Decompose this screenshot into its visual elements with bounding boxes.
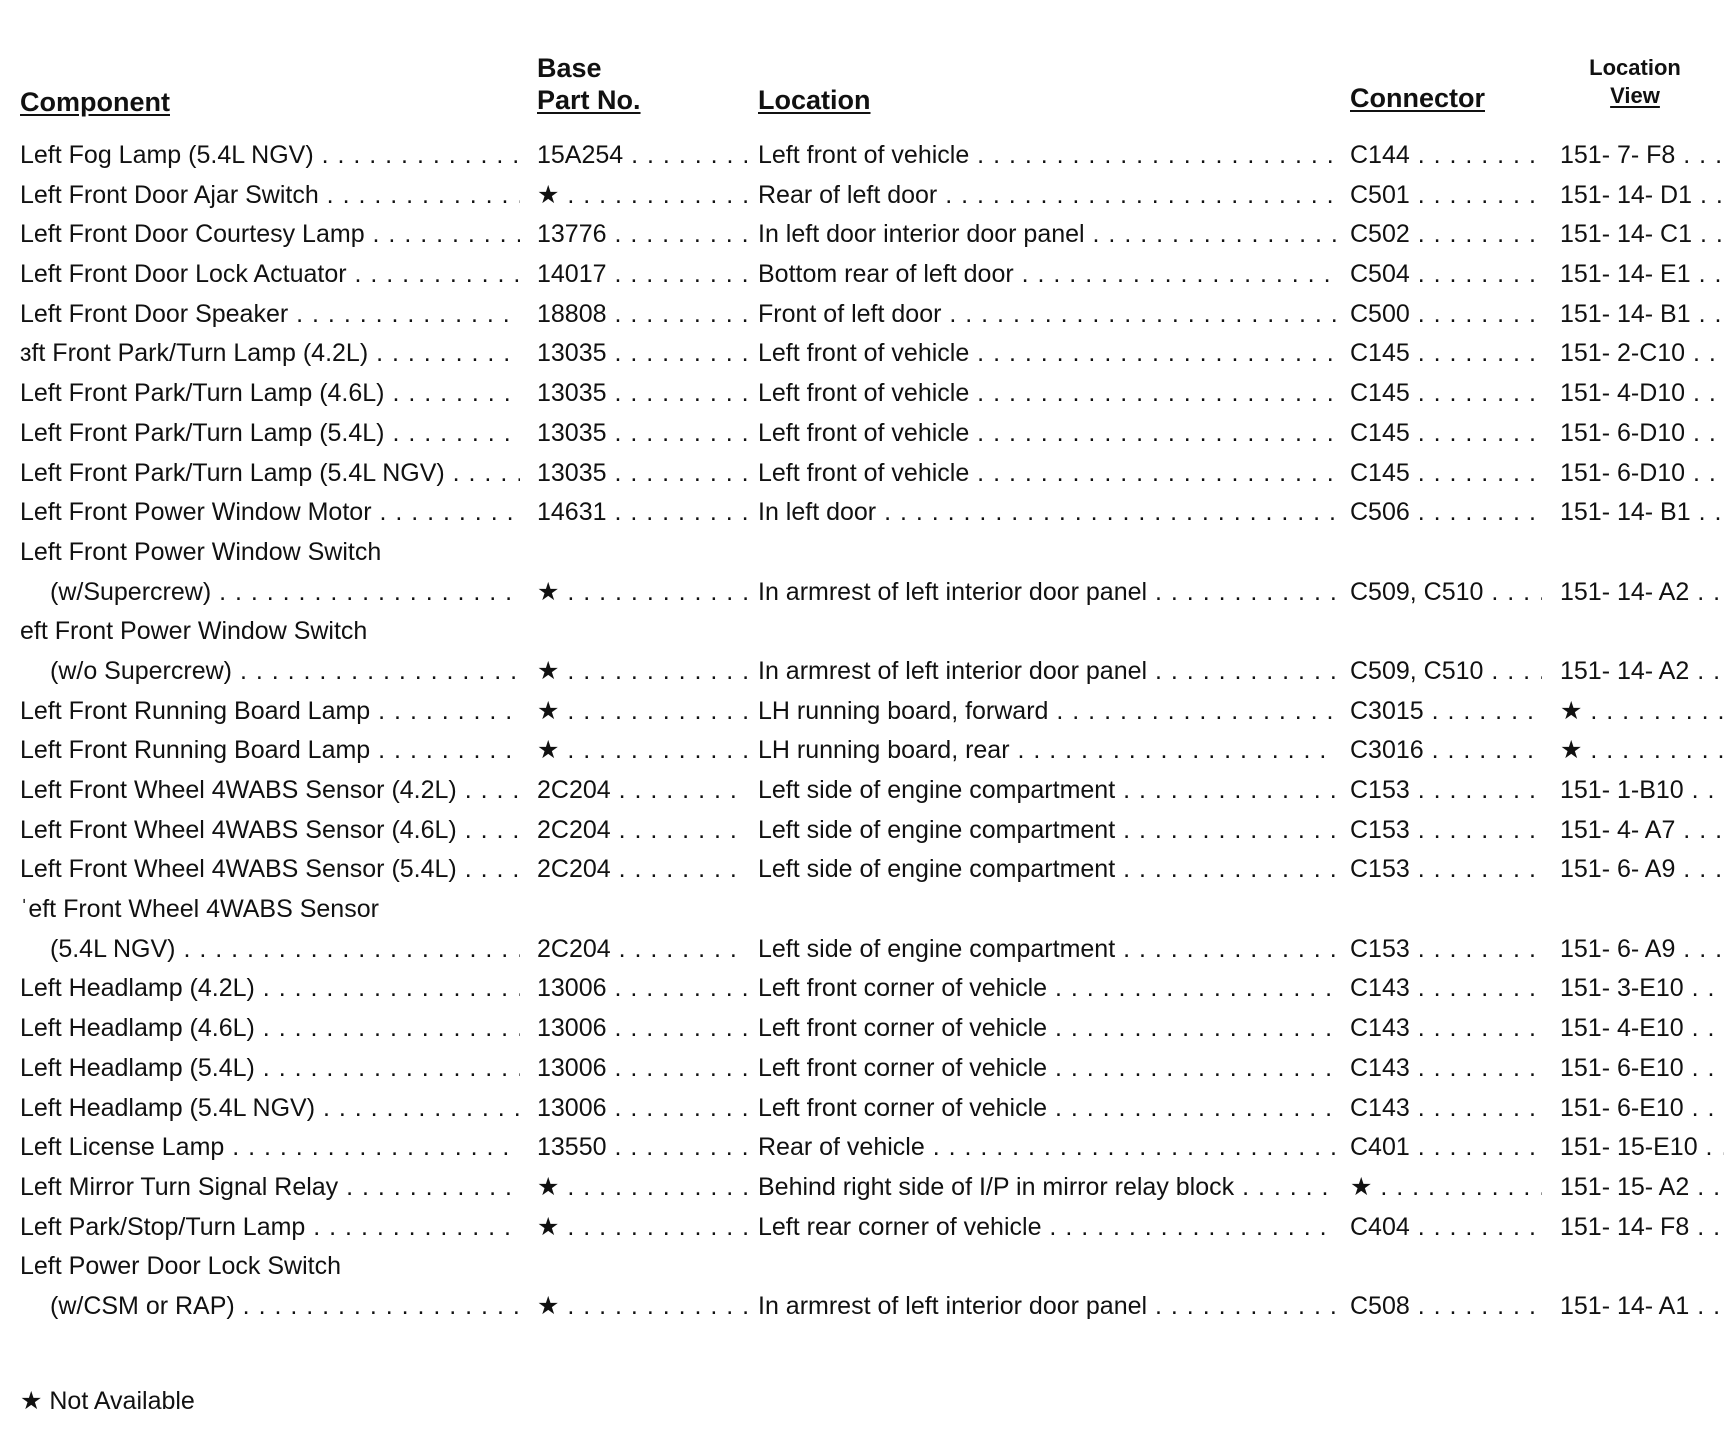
cell-connector: C153 . . . bbox=[1350, 811, 1542, 851]
cell-component: Left Power Door Lock Switch bbox=[20, 1252, 341, 1281]
cell-location-view: 151- 14- C1 . . . bbox=[1560, 215, 1724, 255]
cell-part-no: 15A254 . . . bbox=[537, 136, 747, 176]
table-row bbox=[0, 612, 1724, 652]
cell-part-no: 13035 . . . bbox=[537, 334, 747, 374]
cell-location-view: 151- 6- A9 . . . bbox=[1560, 930, 1724, 970]
cell-location-view: 151- 15- A2 . . . bbox=[1560, 1168, 1724, 1208]
cell-location-view: 151- 4- A7 . . . bbox=[1560, 811, 1724, 851]
cell-location: Left front of vehicle . . . bbox=[758, 136, 1336, 176]
cell-location-view: 151- 6-D10 . . . bbox=[1560, 454, 1724, 494]
table-row bbox=[0, 136, 1724, 176]
cell-component: (5.4L NGV) . . . bbox=[50, 930, 520, 970]
cell-location-view: 151- 6-E10 . . . bbox=[1560, 1089, 1724, 1129]
header-part-line2: Part No. bbox=[537, 85, 641, 115]
table-row bbox=[0, 493, 1724, 533]
cell-connector: C145 . . . bbox=[1350, 374, 1542, 414]
cell-location-view: ★ . . . bbox=[1560, 692, 1724, 732]
table-row bbox=[0, 731, 1724, 771]
cell-part-no: 14017 . . . bbox=[537, 255, 747, 295]
table-row bbox=[0, 850, 1724, 890]
header-connector: Connector bbox=[1350, 83, 1485, 113]
cell-part-no: ★ . . . bbox=[537, 1287, 747, 1327]
table-row bbox=[0, 1009, 1724, 1049]
cell-location: Left side of engine compartment . . . bbox=[758, 850, 1336, 890]
cell-location: Left front corner of vehicle . . . bbox=[758, 1009, 1336, 1049]
cell-location-view: 151- 14- A2 . . . bbox=[1560, 573, 1724, 613]
table-row bbox=[0, 930, 1724, 970]
cell-component: Left Fog Lamp (5.4L NGV) . . . bbox=[20, 136, 520, 176]
table-row bbox=[0, 1168, 1724, 1208]
cell-location: Front of left door . . . bbox=[758, 295, 1336, 335]
cell-location-view: 151- 7- F8 . . . bbox=[1560, 136, 1724, 176]
cell-part-no: 13006 . . . bbox=[537, 1049, 747, 1089]
cell-location: Left front corner of vehicle . . . bbox=[758, 1089, 1336, 1129]
cell-location: Rear of left door . . . bbox=[758, 176, 1336, 216]
cell-location: Left front of vehicle . . . bbox=[758, 334, 1336, 374]
cell-part-no: 13006 . . . bbox=[537, 1009, 747, 1049]
cell-part-no: ★ . . . bbox=[537, 573, 747, 613]
table-row bbox=[0, 811, 1724, 851]
table-row bbox=[0, 334, 1724, 374]
cell-connector: C404 . . . bbox=[1350, 1208, 1542, 1248]
cell-connector: C153 . . . bbox=[1350, 771, 1542, 811]
cell-location-view: 151- 15-E10 . . . bbox=[1560, 1128, 1724, 1168]
cell-connector: C506 . . . bbox=[1350, 493, 1542, 533]
cell-part-no: 2C204 . . . bbox=[537, 930, 747, 970]
cell-component: Left Front Running Board Lamp . . . bbox=[20, 731, 520, 771]
cell-location-view: 151- 4-E10 . . . bbox=[1560, 1009, 1724, 1049]
cell-connector: C3016 . . . bbox=[1350, 731, 1542, 771]
table-row bbox=[0, 771, 1724, 811]
cell-location: Left rear corner of vehicle . . . bbox=[758, 1208, 1336, 1248]
cell-location-view: 151- 1-B10 . . . bbox=[1560, 771, 1724, 811]
table-body bbox=[0, 136, 1724, 1327]
cell-part-no: 13776 . . . bbox=[537, 215, 747, 255]
cell-location: Bottom rear of left door . . . bbox=[758, 255, 1336, 295]
cell-location-view: 151- 14- B1 . . . bbox=[1560, 295, 1724, 335]
cell-connector: C509, C510 . . . bbox=[1350, 573, 1542, 613]
cell-part-no: ★ . . . bbox=[537, 1168, 747, 1208]
table-row bbox=[0, 255, 1724, 295]
cell-location: Behind right side of I/P in mirror relay block . . . bbox=[758, 1168, 1336, 1208]
header-part-line1: Base bbox=[537, 53, 602, 83]
cell-component: ˈeft Front Wheel 4WABS Sensor bbox=[20, 895, 379, 924]
cell-component: Left Front Power Window Switch bbox=[20, 537, 382, 566]
table-row bbox=[0, 1049, 1724, 1089]
cell-location: In armrest of left interior door panel . . . bbox=[758, 1287, 1336, 1327]
cell-location-view: 151- 14- A2 . . . bbox=[1560, 652, 1724, 692]
cell-component: Left Front Wheel 4WABS Sensor (4.6L) . . . bbox=[20, 811, 520, 851]
cell-connector: C145 . . . bbox=[1350, 334, 1542, 374]
header-location-view bbox=[1580, 54, 1690, 110]
cell-location-view: 151- 2-C10 . . . bbox=[1560, 334, 1724, 374]
footnote: ★ Not Available bbox=[20, 1387, 195, 1415]
cell-component: (w/Supercrew) . . . bbox=[50, 573, 520, 613]
cell-connector: C143 . . . bbox=[1350, 1089, 1542, 1129]
header-component: Component bbox=[20, 87, 170, 117]
cell-connector: C501 . . . bbox=[1350, 176, 1542, 216]
cell-location: Left front of vehicle . . . bbox=[758, 374, 1336, 414]
cell-connector: C153 . . . bbox=[1350, 850, 1542, 890]
cell-component: Left Park/Stop/Turn Lamp . . . bbox=[20, 1208, 520, 1248]
header-view-line1: Location bbox=[1589, 55, 1681, 80]
cell-connector: C502 . . . bbox=[1350, 215, 1542, 255]
cell-connector: C3015 . . . bbox=[1350, 692, 1542, 732]
cell-component: Left Front Door Speaker . . . bbox=[20, 295, 520, 335]
cell-connector: C143 . . . bbox=[1350, 1009, 1542, 1049]
cell-location-view: 151- 4-D10 . . . bbox=[1560, 374, 1724, 414]
table-row bbox=[0, 1247, 1724, 1287]
cell-location-view: 151- 14- F8 . . . bbox=[1560, 1208, 1724, 1248]
cell-connector: C144 . . . bbox=[1350, 136, 1542, 176]
cell-component: eft Front Power Window Switch bbox=[20, 617, 368, 646]
cell-location: Left side of engine compartment . . . bbox=[758, 811, 1336, 851]
table-row bbox=[0, 573, 1724, 613]
table-row bbox=[0, 374, 1724, 414]
cell-part-no: 14631 . . . bbox=[537, 493, 747, 533]
table-row bbox=[0, 1208, 1724, 1248]
cell-location: In left door . . . bbox=[758, 493, 1336, 533]
cell-component: Left Front Power Window Motor . . . bbox=[20, 493, 520, 533]
cell-location-view: 151- 3-E10 . . . bbox=[1560, 969, 1724, 1009]
cell-connector: C145 . . . bbox=[1350, 454, 1542, 494]
table-row bbox=[0, 414, 1724, 454]
cell-part-no: 13035 . . . bbox=[537, 414, 747, 454]
cell-location: In armrest of left interior door panel . . . bbox=[758, 573, 1336, 613]
table-row bbox=[0, 1128, 1724, 1168]
table-row bbox=[0, 215, 1724, 255]
cell-component: Left License Lamp . . . bbox=[20, 1128, 520, 1168]
cell-location-view: 151- 6- A9 . . . bbox=[1560, 850, 1724, 890]
table-row bbox=[0, 1287, 1724, 1327]
cell-connector: C401 . . . bbox=[1350, 1128, 1542, 1168]
cell-component: Left Front Park/Turn Lamp (5.4L) . . . bbox=[20, 414, 520, 454]
cell-part-no: 13550 . . . bbox=[537, 1128, 747, 1168]
cell-location: Left front of vehicle . . . bbox=[758, 414, 1336, 454]
cell-location: In armrest of left interior door panel . . . bbox=[758, 652, 1336, 692]
cell-component: Left Front Door Lock Actuator . . . bbox=[20, 255, 520, 295]
cell-part-no: ★ . . . bbox=[537, 1208, 747, 1248]
cell-component: ɜft Front Park/Turn Lamp (4.2L) . . . bbox=[20, 334, 520, 374]
cell-part-no: ★ . . . bbox=[537, 176, 747, 216]
header-view-line2: View bbox=[1610, 83, 1660, 108]
cell-location: Left side of engine compartment . . . bbox=[758, 930, 1336, 970]
table-row bbox=[0, 692, 1724, 732]
cell-location-view: 151- 14- D1 . . . bbox=[1560, 176, 1724, 216]
cell-location: LH running board, forward . . . bbox=[758, 692, 1336, 732]
cell-location-view: 151- 14- E1 . . . bbox=[1560, 255, 1724, 295]
cell-connector: C153 . . . bbox=[1350, 930, 1542, 970]
cell-location: Left front corner of vehicle . . . bbox=[758, 969, 1336, 1009]
cell-connector: C145 . . . bbox=[1350, 414, 1542, 454]
cell-location: Rear of vehicle . . . bbox=[758, 1128, 1336, 1168]
cell-part-no: 18808 . . . bbox=[537, 295, 747, 335]
cell-part-no: 13006 . . . bbox=[537, 1089, 747, 1129]
cell-part-no: ★ . . . bbox=[537, 692, 747, 732]
cell-part-no: 13035 . . . bbox=[537, 374, 747, 414]
cell-connector: C509, C510 . . . bbox=[1350, 652, 1542, 692]
table-row bbox=[0, 176, 1724, 216]
cell-connector: C143 . . . bbox=[1350, 1049, 1542, 1089]
cell-component: (w/CSM or RAP) . . . bbox=[50, 1287, 520, 1327]
cell-location: LH running board, rear . . . bbox=[758, 731, 1336, 771]
cell-part-no: 2C204 . . . bbox=[537, 811, 747, 851]
cell-component: Left Front Door Courtesy Lamp . . . bbox=[20, 215, 520, 255]
cell-component: Left Headlamp (5.4L NGV) . . . bbox=[20, 1089, 520, 1129]
cell-component: Left Headlamp (4.2L) . . . bbox=[20, 969, 520, 1009]
table-row bbox=[0, 533, 1724, 573]
cell-component: Left Headlamp (5.4L) . . . bbox=[20, 1049, 520, 1089]
cell-location-view: 151- 6-D10 . . . bbox=[1560, 414, 1724, 454]
cell-connector: C500 . . . bbox=[1350, 295, 1542, 335]
table-row bbox=[0, 890, 1724, 930]
cell-component: Left Front Park/Turn Lamp (4.6L) . . . bbox=[20, 374, 520, 414]
header-location: Location bbox=[758, 85, 871, 115]
table-row bbox=[0, 295, 1724, 335]
cell-part-no: 2C204 . . . bbox=[537, 850, 747, 890]
cell-part-no: ★ . . . bbox=[537, 652, 747, 692]
table-row bbox=[0, 969, 1724, 1009]
cell-location-view: ★ . . . bbox=[1560, 731, 1724, 771]
cell-part-no: 2C204 . . . bbox=[537, 771, 747, 811]
header-base-part-no bbox=[537, 52, 641, 116]
cell-location: In left door interior door panel . . . bbox=[758, 215, 1336, 255]
cell-component: Left Front Park/Turn Lamp (5.4L NGV) . . . bbox=[20, 454, 520, 494]
cell-connector: C508 . . . bbox=[1350, 1287, 1542, 1327]
table-row bbox=[0, 1089, 1724, 1129]
cell-part-no: ★ . . . bbox=[537, 731, 747, 771]
cell-component: (w/o Supercrew) . . . bbox=[50, 652, 520, 692]
cell-component: Left Front Running Board Lamp . . . bbox=[20, 692, 520, 732]
cell-component: Left Mirror Turn Signal Relay . . . bbox=[20, 1168, 520, 1208]
cell-connector: C504 . . . bbox=[1350, 255, 1542, 295]
cell-component: Left Front Wheel 4WABS Sensor (5.4L) . . . bbox=[20, 850, 520, 890]
cell-location-view: 151- 14- B1 . . . bbox=[1560, 493, 1724, 533]
cell-location-view: 151- 14- A1 . . . bbox=[1560, 1287, 1724, 1327]
cell-component: Left Headlamp (4.6L) . . . bbox=[20, 1009, 520, 1049]
cell-part-no: 13035 . . . bbox=[537, 454, 747, 494]
cell-location: Left side of engine compartment . . . bbox=[758, 771, 1336, 811]
cell-location: Left front of vehicle . . . bbox=[758, 454, 1336, 494]
cell-connector: C143 . . . bbox=[1350, 969, 1542, 1009]
cell-connector: ★ . . . bbox=[1350, 1168, 1542, 1208]
table-row bbox=[0, 454, 1724, 494]
table-row bbox=[0, 652, 1724, 692]
cell-part-no: 13006 . . . bbox=[537, 969, 747, 1009]
cell-component: Left Front Wheel 4WABS Sensor (4.2L) . . . bbox=[20, 771, 520, 811]
cell-location-view: 151- 6-E10 . . . bbox=[1560, 1049, 1724, 1089]
cell-component: Left Front Door Ajar Switch . . . bbox=[20, 176, 520, 216]
cell-location: Left front corner of vehicle . . . bbox=[758, 1049, 1336, 1089]
